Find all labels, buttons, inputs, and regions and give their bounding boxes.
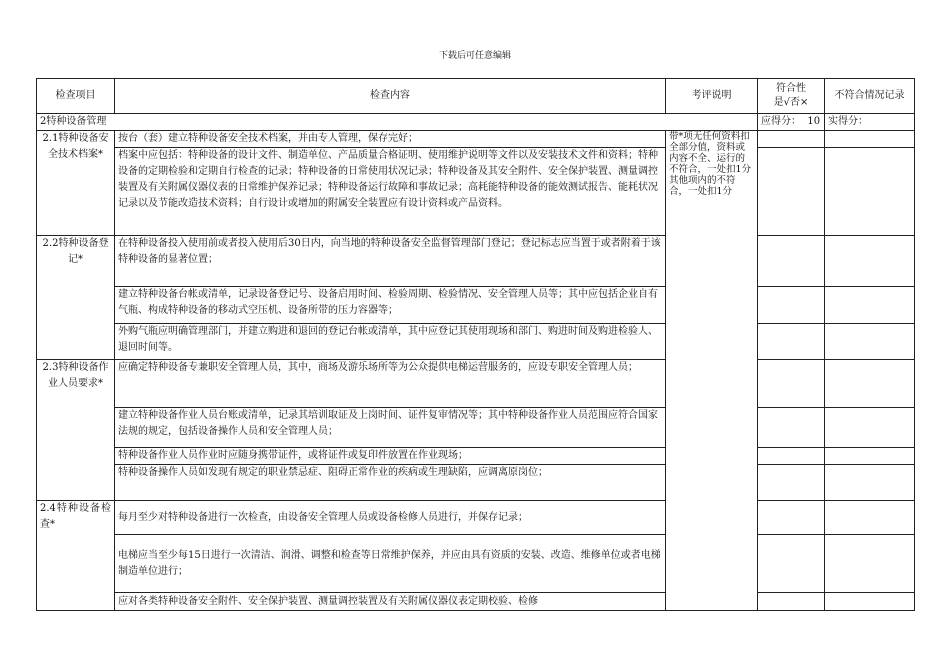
conformity-cell[interactable] xyxy=(758,408,825,448)
content-cell: 建立特种设备作业人员台账或清单，记录其培训取证及上岗时间、证件复审情况等；其中特种设备作业人员范围应符合国家法规的规定，包括设备操作人员和安全管理人员； xyxy=(115,408,666,448)
nonconformity-cell[interactable] xyxy=(825,465,915,501)
nonconformity-cell[interactable] xyxy=(825,408,915,448)
nonconformity-cell[interactable] xyxy=(825,131,915,148)
content-cell: 特种设备作业人员作业时应随身携带证件，或将证件或复印件放置在作业现场； xyxy=(115,448,666,465)
conformity-cell[interactable] xyxy=(758,287,825,324)
conformity-cell[interactable] xyxy=(758,360,825,408)
nonconformity-cell[interactable] xyxy=(825,593,915,611)
table-row xyxy=(37,535,915,593)
content-cell: 建立特种设备台帐或清单，记录设备登记号、设备启用时间、检验周期、检验情况、安全管理人员等；其中应包括企业自有气瓶、构成特种设备的移动式空压机、设备所带的压力容器等； xyxy=(115,287,666,324)
item-2-1: 2.1特种设备安全技术档案* xyxy=(37,131,115,236)
header-nonconformity: 不符合情况记录 xyxy=(825,79,915,114)
conformity-cell[interactable] xyxy=(758,236,825,287)
header-explanation: 考评说明 xyxy=(666,79,758,114)
table-row xyxy=(37,465,915,501)
nonconformity-cell[interactable] xyxy=(825,287,915,324)
item-2-3: 2.3特种设备作业人员要求* xyxy=(37,360,115,501)
inspection-table xyxy=(36,78,915,611)
content-cell: 每月至少对特种设备进行一次检查，由设备安全管理人员或设备检修人员进行，并保存记录； xyxy=(115,501,666,535)
item-2-4 xyxy=(37,501,115,611)
table-row xyxy=(37,324,915,360)
content-cell: 外购气瓶应明确管理部门，并建立购进和退回的登记台帐或清单，其中应登记其使用现场和部门、购进时间及购进检验人、退回时间等。 xyxy=(115,324,666,360)
content-cell: 档案中应包括：特种设备的设计文件、制造单位、产品质量合格证明、使用维护说明等文件以及安装技术文件和资料；特种设备的定期检验和定期自行检查的记录；特种设备的日常使用状况记录；特种设备及其安全附件、安全保护装置、测量调控装置及有关附属仪器仪表的日常维护保养记录；特种设备运行故障和事故记录；高耗能特种设备的能效测试报告、能耗状况记录以及节能改造技术资料；自行设计或增加的附属安全装置应有设计资料或产品资料。 xyxy=(115,148,666,236)
content-cell: 应对各类特种设备安全附件、安全保护装置、测量调控装置及有关附属仪器仪表定期校验、检修 xyxy=(115,593,666,611)
actual-score: 实得分： xyxy=(825,114,915,131)
conformity-cell[interactable] xyxy=(758,131,825,148)
content-cell: 按台（套）建立特种设备安全技术档案，并由专人管理，保存完好； xyxy=(115,131,666,148)
conformity-cell[interactable] xyxy=(758,501,825,535)
header-conformity-line1: 符合性 xyxy=(776,83,806,94)
table-row xyxy=(37,131,915,148)
header-row xyxy=(37,79,915,114)
content-cell: 特种设备操作人员如发现有规定的职业禁忌症、阻碍正常作业的疾病或生理缺陷，应调离原岗位； xyxy=(115,465,666,501)
header-conformity-line2: 是√否× xyxy=(773,97,809,108)
conformity-cell[interactable] xyxy=(758,324,825,360)
nonconformity-cell[interactable] xyxy=(825,360,915,408)
nonconformity-cell[interactable] xyxy=(825,501,915,535)
section-title: 2特种设备管理 xyxy=(37,114,758,131)
conformity-cell[interactable] xyxy=(758,148,825,236)
item-2-4-label: 2.4特种设备检查* xyxy=(40,503,111,530)
conformity-cell[interactable] xyxy=(758,535,825,593)
conformity-cell[interactable] xyxy=(758,465,825,501)
nonconformity-cell[interactable] xyxy=(825,236,915,287)
nonconformity-cell[interactable] xyxy=(825,324,915,360)
header-conformity xyxy=(758,79,825,114)
header-content: 检查内容 xyxy=(115,79,666,114)
nonconformity-cell[interactable] xyxy=(825,535,915,593)
table-row xyxy=(37,287,915,324)
nonconformity-cell[interactable] xyxy=(825,448,915,465)
table-row xyxy=(37,593,915,611)
content-cell: 电梯应当至少每15日进行一次清洁、润滑、调整和检查等日常维护保养，并应由具有资质的安装、改造、维修单位或者电梯制造单位进行； xyxy=(115,535,666,593)
table-row xyxy=(37,148,915,236)
table-row xyxy=(37,448,915,465)
explanation-cell: 带*项无任何资料扣全部分值，资料或内容不全、运行的不符合，一处扣1分其他项内的不符合，一处扣1分 xyxy=(666,131,758,611)
nonconformity-cell[interactable] xyxy=(825,148,915,236)
section-row xyxy=(37,114,915,131)
page-note: 下载后可任意编辑 xyxy=(438,51,511,61)
conformity-cell[interactable] xyxy=(758,448,825,465)
content-cell: 应确定特种设备专兼职安全管理人员，其中，商场及游乐场所等为公众提供电梯运营服务的，应设专职安全管理人员； xyxy=(115,360,666,408)
item-2-2: 2.2特种设备登记* xyxy=(37,236,115,360)
table-row xyxy=(37,360,915,408)
table-row xyxy=(37,501,915,535)
due-score: 应得分： 10 xyxy=(758,114,825,131)
header-item: 检查项目 xyxy=(37,79,115,114)
conformity-cell[interactable] xyxy=(758,593,825,611)
table-row xyxy=(37,408,915,448)
table-row xyxy=(37,236,915,287)
content-cell: 在特种设备投入使用前或者投入使用后30日内，向当地的特种设备安全监督管理部门登记；登记标志应当置于或者附着于该特种设备的显著位置； xyxy=(115,236,666,287)
